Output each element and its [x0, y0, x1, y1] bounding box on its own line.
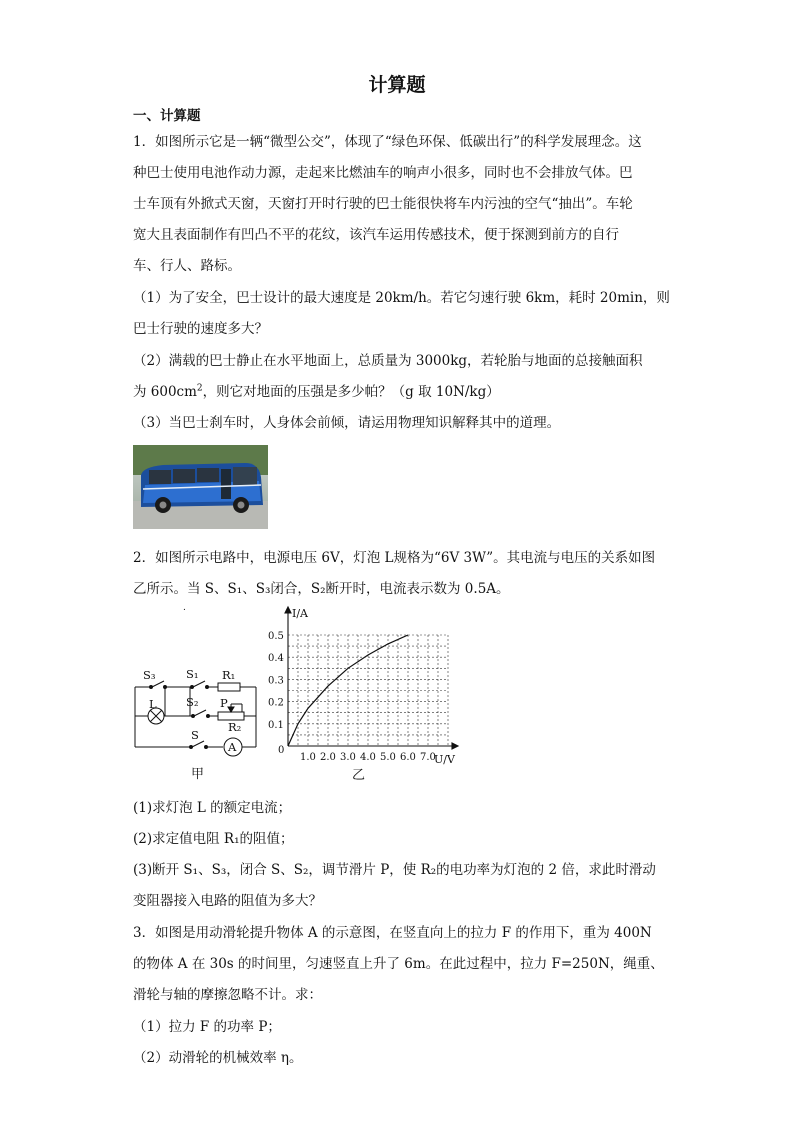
q3-line-2: 的物体 A 在 30s 的时间里，匀速竖直上升了 6m。在此过程中，拉力 F=250N，绳重、: [133, 956, 664, 972]
section-heading: 一、计算题: [133, 108, 201, 124]
x-tick-label: 6.0: [400, 752, 416, 763]
y-tick-label: 0.4: [268, 653, 284, 665]
q2-line-2: 乙所示。当 S、S₁、S₃闭合，S₂断开时，电流表示数为 0.5A。: [133, 581, 510, 597]
q1-line-2: 种巴士使用电池作动力源，走起来比燃油车的响声小很多，同时也不会排放气体。巴: [133, 165, 633, 181]
x-tick-label: 7.0: [420, 752, 436, 763]
ammeter-label: A: [228, 740, 237, 754]
x-tick-label: 5.0: [380, 752, 396, 763]
circuit-label-s: S: [191, 728, 199, 742]
q1-sub1-line-2: 巴士行驶的速度多大？: [133, 321, 268, 337]
q1-sub2-line-2: 为 $600cm^2$，则它对地面的压强是多少帕？（g 取 10N/kg）: [133, 383, 500, 400]
chart-ylabel: I/A: [292, 607, 308, 620]
y-tick-label: 0.5: [268, 631, 284, 642]
q2-sub3-line-1: (3)断开 S₁、S₃，闭合 S、S₂，调节滑片 P，使 R₂的电功率为灯泡的 2 倍，求此时滑动: [133, 862, 656, 878]
q2-sub2: (2)求定值电阻 R₁的阻值；: [133, 831, 294, 847]
x-tick-label: 4.0: [360, 752, 376, 763]
chart-xlabel: U/V: [434, 753, 455, 766]
circuit-label-s2: S₂: [186, 695, 199, 709]
q3-line-1: 3．如图是用动滑轮提升物体 A 的示意图，在竖直向上的拉力 F 的作用下，重为 400N: [133, 925, 652, 941]
q1-line-3: 士车顶有外掀式天窗，天窗打开时行驶的巴士能很快将车内污浊的空气“抽出”。车轮: [133, 196, 633, 212]
q3-line-3: 滑轮与轴的摩擦忽略不计。求：: [133, 987, 322, 1003]
circuit-diagram: [128, 600, 268, 782]
x-tick-label: 1.0: [300, 752, 316, 763]
page-title: 计算题: [368, 74, 426, 96]
q1-line-4: 宽大且表面制作有凹凸不平的花纹，该汽车运用传感技术，便于探测到前方的自行: [133, 227, 619, 243]
q2-sub1: (1)求灯泡 L 的额定电流；: [133, 800, 292, 816]
chart-caption: 乙: [352, 768, 366, 783]
y-tick-label: 0.3: [268, 675, 284, 687]
circuit-label-r2: R₂: [228, 720, 242, 734]
q3-sub2: （2）动滑轮的机械效率 η。: [133, 1050, 303, 1066]
chart-grid: [288, 635, 448, 746]
circuit-label-r1: R₁: [222, 668, 236, 682]
chart-origin: 0: [278, 745, 285, 756]
q2-line-1: 2．如图所示电路中，电源电压 6V，灯泡 L规格为“6V 3W”。其电流与电压的关系如图: [133, 550, 656, 566]
iv-chart: [268, 603, 464, 783]
circuit-label-s3: S₃: [143, 668, 156, 682]
circuit-caption: 甲: [191, 767, 205, 782]
circuit-label-p: P: [220, 696, 228, 710]
x-tick-label: 2.0: [320, 752, 336, 763]
y-tick-label: 0.1: [268, 719, 284, 731]
q1-sub1-line-1: （1）为了安全，巴士设计的最大速度是 20km/h。若它匀速行驶 6km，耗时 20min，则: [133, 290, 670, 306]
y-tick-label: 0.2: [268, 697, 284, 709]
chart-axes: [285, 607, 458, 749]
bus-photo: [133, 445, 268, 529]
q2-sub3-line-2: 变阻器接入电路的阻值为多大？: [133, 893, 322, 909]
x-tick-label: 3.0: [340, 752, 356, 763]
q1-line-5: 车、行人、路标。: [133, 258, 241, 274]
circuit-label-l: L: [149, 697, 157, 711]
circuit-label-s1: S₁: [186, 667, 199, 681]
q1-sub2-line-1: （2）满载的巴士静止在水平地面上，总质量为 3000kg，若轮胎与地面的总接触面积: [133, 353, 643, 369]
svg-text:.: .: [183, 603, 186, 613]
q1-line-1: 1．如图所示它是一辆“微型公交”，体现了“绿色环保、低碳出行”的科学发展理念。这: [133, 134, 642, 150]
q1-sub3: （3）当巴士刹车时，人身体会前倾，请运用物理知识解释其中的道理。: [133, 415, 561, 431]
q3-sub1: （1）拉力 F 的功率 P；: [133, 1019, 281, 1035]
